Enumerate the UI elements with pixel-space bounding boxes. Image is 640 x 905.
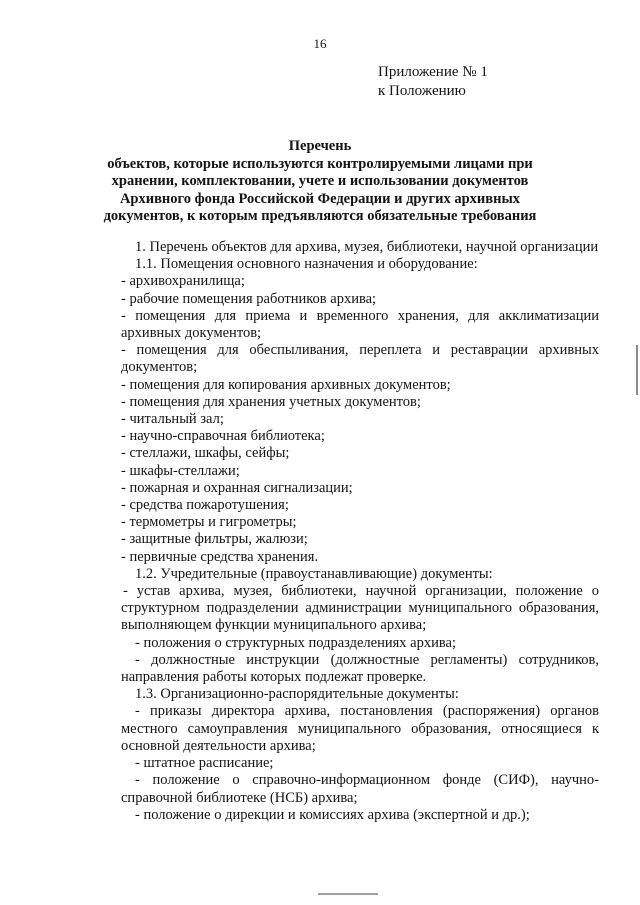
list-item: 1.2. Учредительные (правоустанавливающие) документы:	[135, 565, 493, 582]
title-line: документов, к которым предъявляются обязательные требования	[103, 208, 537, 224]
list-item: - должностные инструкции (должностные регламенты) сотрудников, направления работы которых подлежат проверке.	[121, 651, 599, 686]
list-item: - средства пожаротушения;	[121, 497, 289, 514]
title-line: Архивного фонда Российской Федерации и других архивных	[119, 190, 521, 207]
list-item: - помещения для обеспыливания, переплета и реставрации архивных документов;	[121, 342, 599, 376]
list-item: 1.1. Помещения основного назначения и оборудование:	[135, 256, 478, 273]
footer-scan-mark	[318, 893, 378, 895]
list-item: - положение о справочно-информационном фонде (СИФ), научно-справочной библиотеке (НСБ) архива;	[121, 772, 599, 806]
list-item: - стеллажи, шкафы, сейфы;	[121, 445, 290, 462]
appendix-reference: к Положению	[378, 83, 466, 99]
list-item: - пожарная и охранная сигнализации;	[121, 479, 353, 496]
page-number: 16	[313, 36, 327, 51]
list-item: - первичные средства хранения.	[121, 548, 319, 565]
scan-edge-mark	[636, 345, 638, 395]
list-item: - помещения для копирования архивных документов;	[121, 376, 451, 393]
list-item: - помещения для хранения учетных документов;	[121, 393, 421, 410]
title-line: объектов, которые используются контролируемыми лицами при	[107, 155, 533, 172]
list-item: - читальный зал;	[121, 411, 224, 428]
appendix-note	[378, 63, 488, 101]
list-item: - положения о структурных подразделениях архива;	[135, 634, 456, 651]
title-line: хранении, комплектовании, учете и использовании документов	[111, 173, 529, 189]
list-item: - устав архива, музея, библиотеки, научной организации, положение о структурном подразделении администрации муниципального образования, выполняющем функции муниципального архива;	[121, 583, 599, 634]
list-item: - термометры и гигрометры;	[121, 514, 297, 531]
document-body	[121, 239, 599, 824]
list-item: - рабочие помещения работников архива;	[121, 290, 377, 307]
list-item: - штатное расписание;	[135, 755, 274, 772]
appendix-number: Приложение № 1	[378, 64, 488, 80]
document-title	[60, 138, 580, 226]
list-item: - архивохранилища;	[121, 273, 245, 290]
list-item: - помещения для приема и временного хранения, для акклиматизации архивных документов;	[121, 307, 599, 342]
list-item: - научно-справочная библиотека;	[121, 428, 325, 445]
list-item: 1.3. Организационно-распорядительные документы:	[135, 686, 459, 703]
list-item: - шкафы-стеллажи;	[121, 462, 240, 479]
list-item: - приказы директора архива, постановления (распоряжения) органов местного самоуправления муниципального образования, относящиеся к основной деятельности архива;	[121, 703, 599, 754]
list-item: - защитные фильтры, жалюзи;	[121, 531, 308, 548]
list-item: 1. Перечень объектов для архива, музея, библиотеки, научной организации	[135, 239, 599, 255]
title-line: Перечень	[288, 138, 352, 154]
list-item: - положение о дирекции и комиссиях архива (экспертной и др.);	[135, 806, 530, 823]
